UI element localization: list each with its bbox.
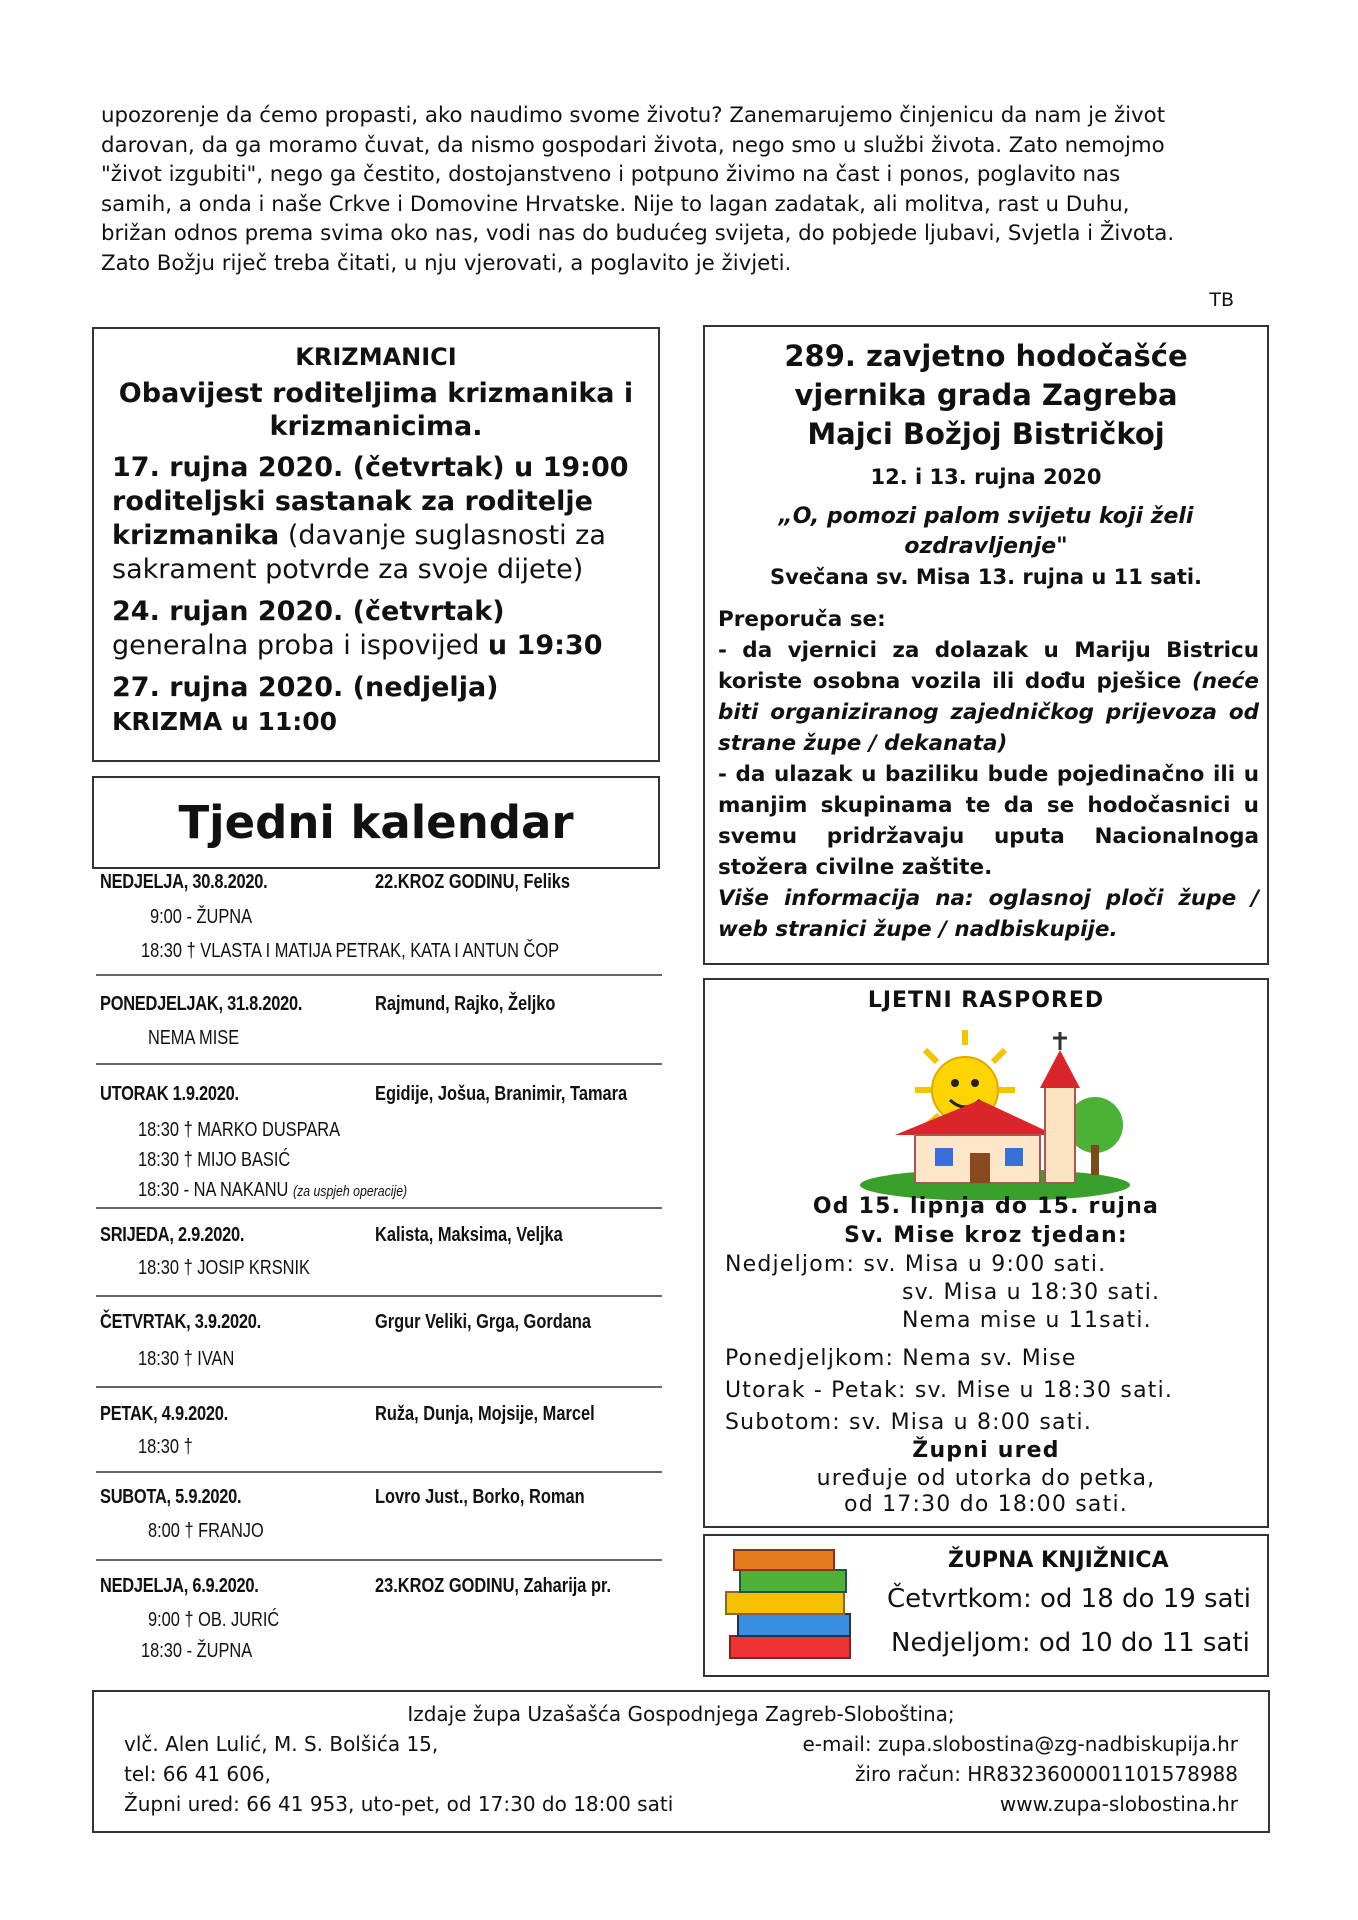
pilgrimage-recommendations bbox=[713, 604, 1259, 945]
day-label: PONEDJELJAK, 31.8.2020. bbox=[100, 993, 303, 1015]
calendar-list bbox=[96, 868, 662, 1671]
mass-line: 8:00 † FRANJO bbox=[148, 1520, 264, 1542]
calendar-day bbox=[96, 1473, 662, 1561]
signature: TB bbox=[1209, 289, 1234, 311]
intention: 18:30 - NA NAKANU bbox=[138, 1179, 289, 1201]
krizmanici-box bbox=[92, 327, 660, 762]
day-label: ČETVRTAK, 3.9.2020. bbox=[100, 1311, 261, 1333]
day-label: NEDJELJA, 6.9.2020. bbox=[100, 1575, 259, 1597]
day-label: SRIJEDA, 2.9.2020. bbox=[100, 1224, 245, 1246]
pilgrimage-motto: „O, pomozi palom svijetu koji želi ozdravljenje" bbox=[778, 504, 1194, 559]
library-hours: Nedjeljom: od 10 do 11 sati bbox=[891, 1628, 1250, 1658]
footer-email[interactable]: e-mail: zupa.slobostina@zg-nadbiskupija.hr bbox=[802, 1732, 1238, 1756]
mass-line: NEMA MISE bbox=[148, 1027, 240, 1049]
footer-priest: vlč. Alen Lulić, M. S. Bolšića 15, bbox=[124, 1732, 439, 1756]
rec-item: - da ulazak u baziliku bude pojedinačno ili u manjim skupinama te da se hodočasnici u svemu pridržavaju uputa Nacionalnoga stožera civilne zaštite. bbox=[718, 762, 1259, 880]
mass-line: 18:30 † bbox=[138, 1436, 193, 1458]
footer-website[interactable]: www.zupa-slobostina.hr bbox=[999, 1792, 1238, 1816]
rec-text: - da vjernici za dolazak u Mariju Bistricu koriste osobna vozila ili dođu pješice bbox=[718, 638, 1259, 694]
schedule-row: Ponedjeljkom: Nema sv. Mise bbox=[725, 1346, 1077, 1371]
church-sun-icon bbox=[855, 1020, 1135, 1200]
summer-schedule-box bbox=[703, 978, 1269, 1528]
office-title: Župni ured bbox=[912, 1438, 1060, 1463]
summer-period: Od 15. lipnja do 15. rujna bbox=[812, 1194, 1160, 1219]
intention-note: (za uspjeh operacije) bbox=[292, 1183, 408, 1200]
mass-line: 9:00 - ŽUPNA bbox=[150, 906, 253, 928]
footer-publisher: Izdaje župa Uzašašća Gospodnjega Zagreb-Sloboština; bbox=[407, 1702, 955, 1726]
day-saints: Grgur Veliki, Grga, Gordana bbox=[375, 1311, 592, 1333]
day-saints: Kalista, Maksima, Veljka bbox=[375, 1224, 563, 1246]
library-hours: Četvrtkom: od 18 do 19 sati bbox=[887, 1584, 1251, 1614]
calendar-day bbox=[96, 868, 662, 976]
rehearsal-text: generalna proba i ispovijed bbox=[112, 630, 488, 661]
day-label: PETAK, 4.9.2020. bbox=[100, 1403, 228, 1425]
meeting-bold: 17. rujna 2020. (četvrtak) u 19:00 roditeljski sastanak za roditelje krizmanika bbox=[112, 452, 629, 551]
intro-line: brižan odnos prema svima oko nas, vodi nas do budućeg svijeta, do pobjede ljubavi, Svjetla i Života. bbox=[101, 221, 1175, 246]
mass-line: 18:30 † MIJO BASIĆ bbox=[138, 1149, 291, 1171]
calendar-day bbox=[96, 976, 662, 1065]
schedule-row: Nedjeljom: sv. Misa u 9:00 sati. bbox=[725, 1252, 1107, 1277]
intro-line: "život izgubiti", nego ga čestito, dostojanstveno i potpuno živimo na čast i ponos, poglavito nas bbox=[101, 162, 1121, 187]
footer-office: Župni ured: 66 41 953, uto-pet, od 17:30 do 18:00 sati bbox=[124, 1792, 674, 1816]
mass-line: 18:30 † IVAN bbox=[138, 1348, 235, 1370]
library-title: ŽUPNA KNJIŽNICA bbox=[948, 1548, 1169, 1573]
rec-note: (neće biti organiziranog zajedničkog prijevoza od strane župe / dekanata) bbox=[718, 669, 1259, 756]
footer-phone: tel: 66 41 606, bbox=[124, 1762, 271, 1786]
footer-box bbox=[92, 1690, 1270, 1833]
tower bbox=[1045, 1085, 1075, 1183]
meeting-rest: (davanje suglasnosti za sakrament potvrde za svoje dijete) bbox=[112, 520, 606, 585]
rec-item bbox=[718, 635, 1259, 759]
calendar-day bbox=[96, 1388, 662, 1473]
summer-title: LJETNI RASPORED bbox=[867, 988, 1105, 1013]
rec-heading: Preporuča se: bbox=[718, 607, 886, 632]
calendar-title: Tjedni kalendar bbox=[92, 776, 660, 869]
calendar-day bbox=[96, 1209, 662, 1297]
schedule-row: Subotom: sv. Misa u 8:00 sati. bbox=[725, 1410, 1093, 1435]
office-days: uređuje od utorka do petka, bbox=[816, 1466, 1156, 1491]
footer-account: žiro račun: HR8323600001101578988 bbox=[854, 1762, 1238, 1786]
mass-line: 18:30 - ŽUPNA bbox=[141, 1640, 253, 1662]
schedule-row: sv. Misa u 18:30 sati. bbox=[902, 1280, 1161, 1305]
summer-subtitle: Sv. Mise kroz tjedan: bbox=[844, 1223, 1128, 1248]
mass-line: 18:30 † MARKO DUSPARA bbox=[138, 1119, 341, 1141]
pilgrimage-box bbox=[703, 325, 1269, 965]
mass-line: 18:30 † JOSIP KRSNIK bbox=[138, 1257, 310, 1279]
intro-line: darovan, da ga moramo čuvat, da nismo gospodari života, nego smo u službi života. Zato nemojmo bbox=[101, 132, 1165, 158]
day-saints: Lovro Just., Borko, Roman bbox=[375, 1486, 585, 1508]
pilgrimage-dates: 12. i 13. rujna 2020 bbox=[870, 465, 1102, 489]
library-box bbox=[703, 1534, 1269, 1677]
schedule-row: Utorak - Petak: sv. Mise u 18:30 sati. bbox=[725, 1378, 1174, 1403]
calendar-day bbox=[96, 1297, 662, 1388]
office-hours: od 17:30 do 18:00 sati. bbox=[844, 1492, 1128, 1517]
krizmanici-meeting bbox=[112, 451, 640, 587]
more-info: Više informacija na: oglasnoj ploči župe / web stranici župe / nadbiskupije. bbox=[718, 886, 1259, 942]
roof bbox=[895, 1100, 1055, 1135]
pilgrimage-title: 289. zavjetno hodočašće vjernika grada Zagreba Majci Božjoj Bistričkoj bbox=[784, 339, 1188, 451]
intro-line: Zato Božju riječ treba čitati, u nju vjerovati, a poglavito je živjeti. bbox=[101, 250, 792, 276]
schedule-row: Nema mise u 11sati. bbox=[902, 1308, 1152, 1333]
krizmanici-heading: KRIZMANICI bbox=[295, 343, 457, 371]
day-saints: 22.KROZ GODINU, Feliks bbox=[375, 871, 571, 893]
confirmation-date: 27. rujna 2020. (nedjelja) bbox=[112, 672, 499, 703]
mass-line: 9:00 † OB. JURIĆ bbox=[148, 1609, 280, 1631]
intro-line: samih, a onda i naše Crkve i Domovine Hrvatske. Nije to lagan zadatak, ali molitva, rast u Duhu, bbox=[101, 191, 1130, 217]
mass-line bbox=[138, 1179, 407, 1202]
mass-line: 18:30 † VLASTA I MATIJA PETRAK, KATA I ANTUN ČOP bbox=[141, 940, 560, 962]
confirmation-time: KRIZMA u 11:00 bbox=[112, 707, 338, 736]
intro-line: upozorenje da ćemo propasti, ako naudimo svome životu? Zanemarujemo činjenicu da nam je život bbox=[101, 103, 1166, 128]
intro-paragraph bbox=[101, 101, 1263, 278]
krizmanici-subtitle: Obavijest roditeljima krizmanika i krizmanicima. bbox=[118, 378, 634, 442]
day-label: UTORAK 1.9.2020. bbox=[100, 1083, 239, 1105]
rehearsal-date: 24. rujan 2020. (četvrtak) bbox=[112, 596, 505, 627]
books-icon bbox=[720, 1546, 870, 1668]
calendar-day bbox=[96, 1561, 662, 1671]
krizmanici-rehearsal bbox=[112, 595, 640, 663]
pilgrimage-mass: Svečana sv. Misa 13. rujna u 11 sati. bbox=[769, 565, 1203, 589]
krizmanici-confirmation bbox=[112, 671, 640, 739]
day-saints: Rajmund, Rajko, Željko bbox=[375, 993, 556, 1015]
day-label: NEDJELJA, 30.8.2020. bbox=[100, 871, 268, 893]
day-saints: Ruža, Dunja, Mojsije, Marcel bbox=[375, 1403, 595, 1425]
day-saints: 23.KROZ GODINU, Zaharija pr. bbox=[375, 1575, 612, 1597]
day-saints: Egidije, Jošua, Branimir, Tamara bbox=[375, 1083, 628, 1105]
rehearsal-time: u 19:30 bbox=[487, 630, 603, 661]
day-label: SUBOTA, 5.9.2020. bbox=[100, 1486, 242, 1508]
calendar-day bbox=[96, 1065, 662, 1209]
